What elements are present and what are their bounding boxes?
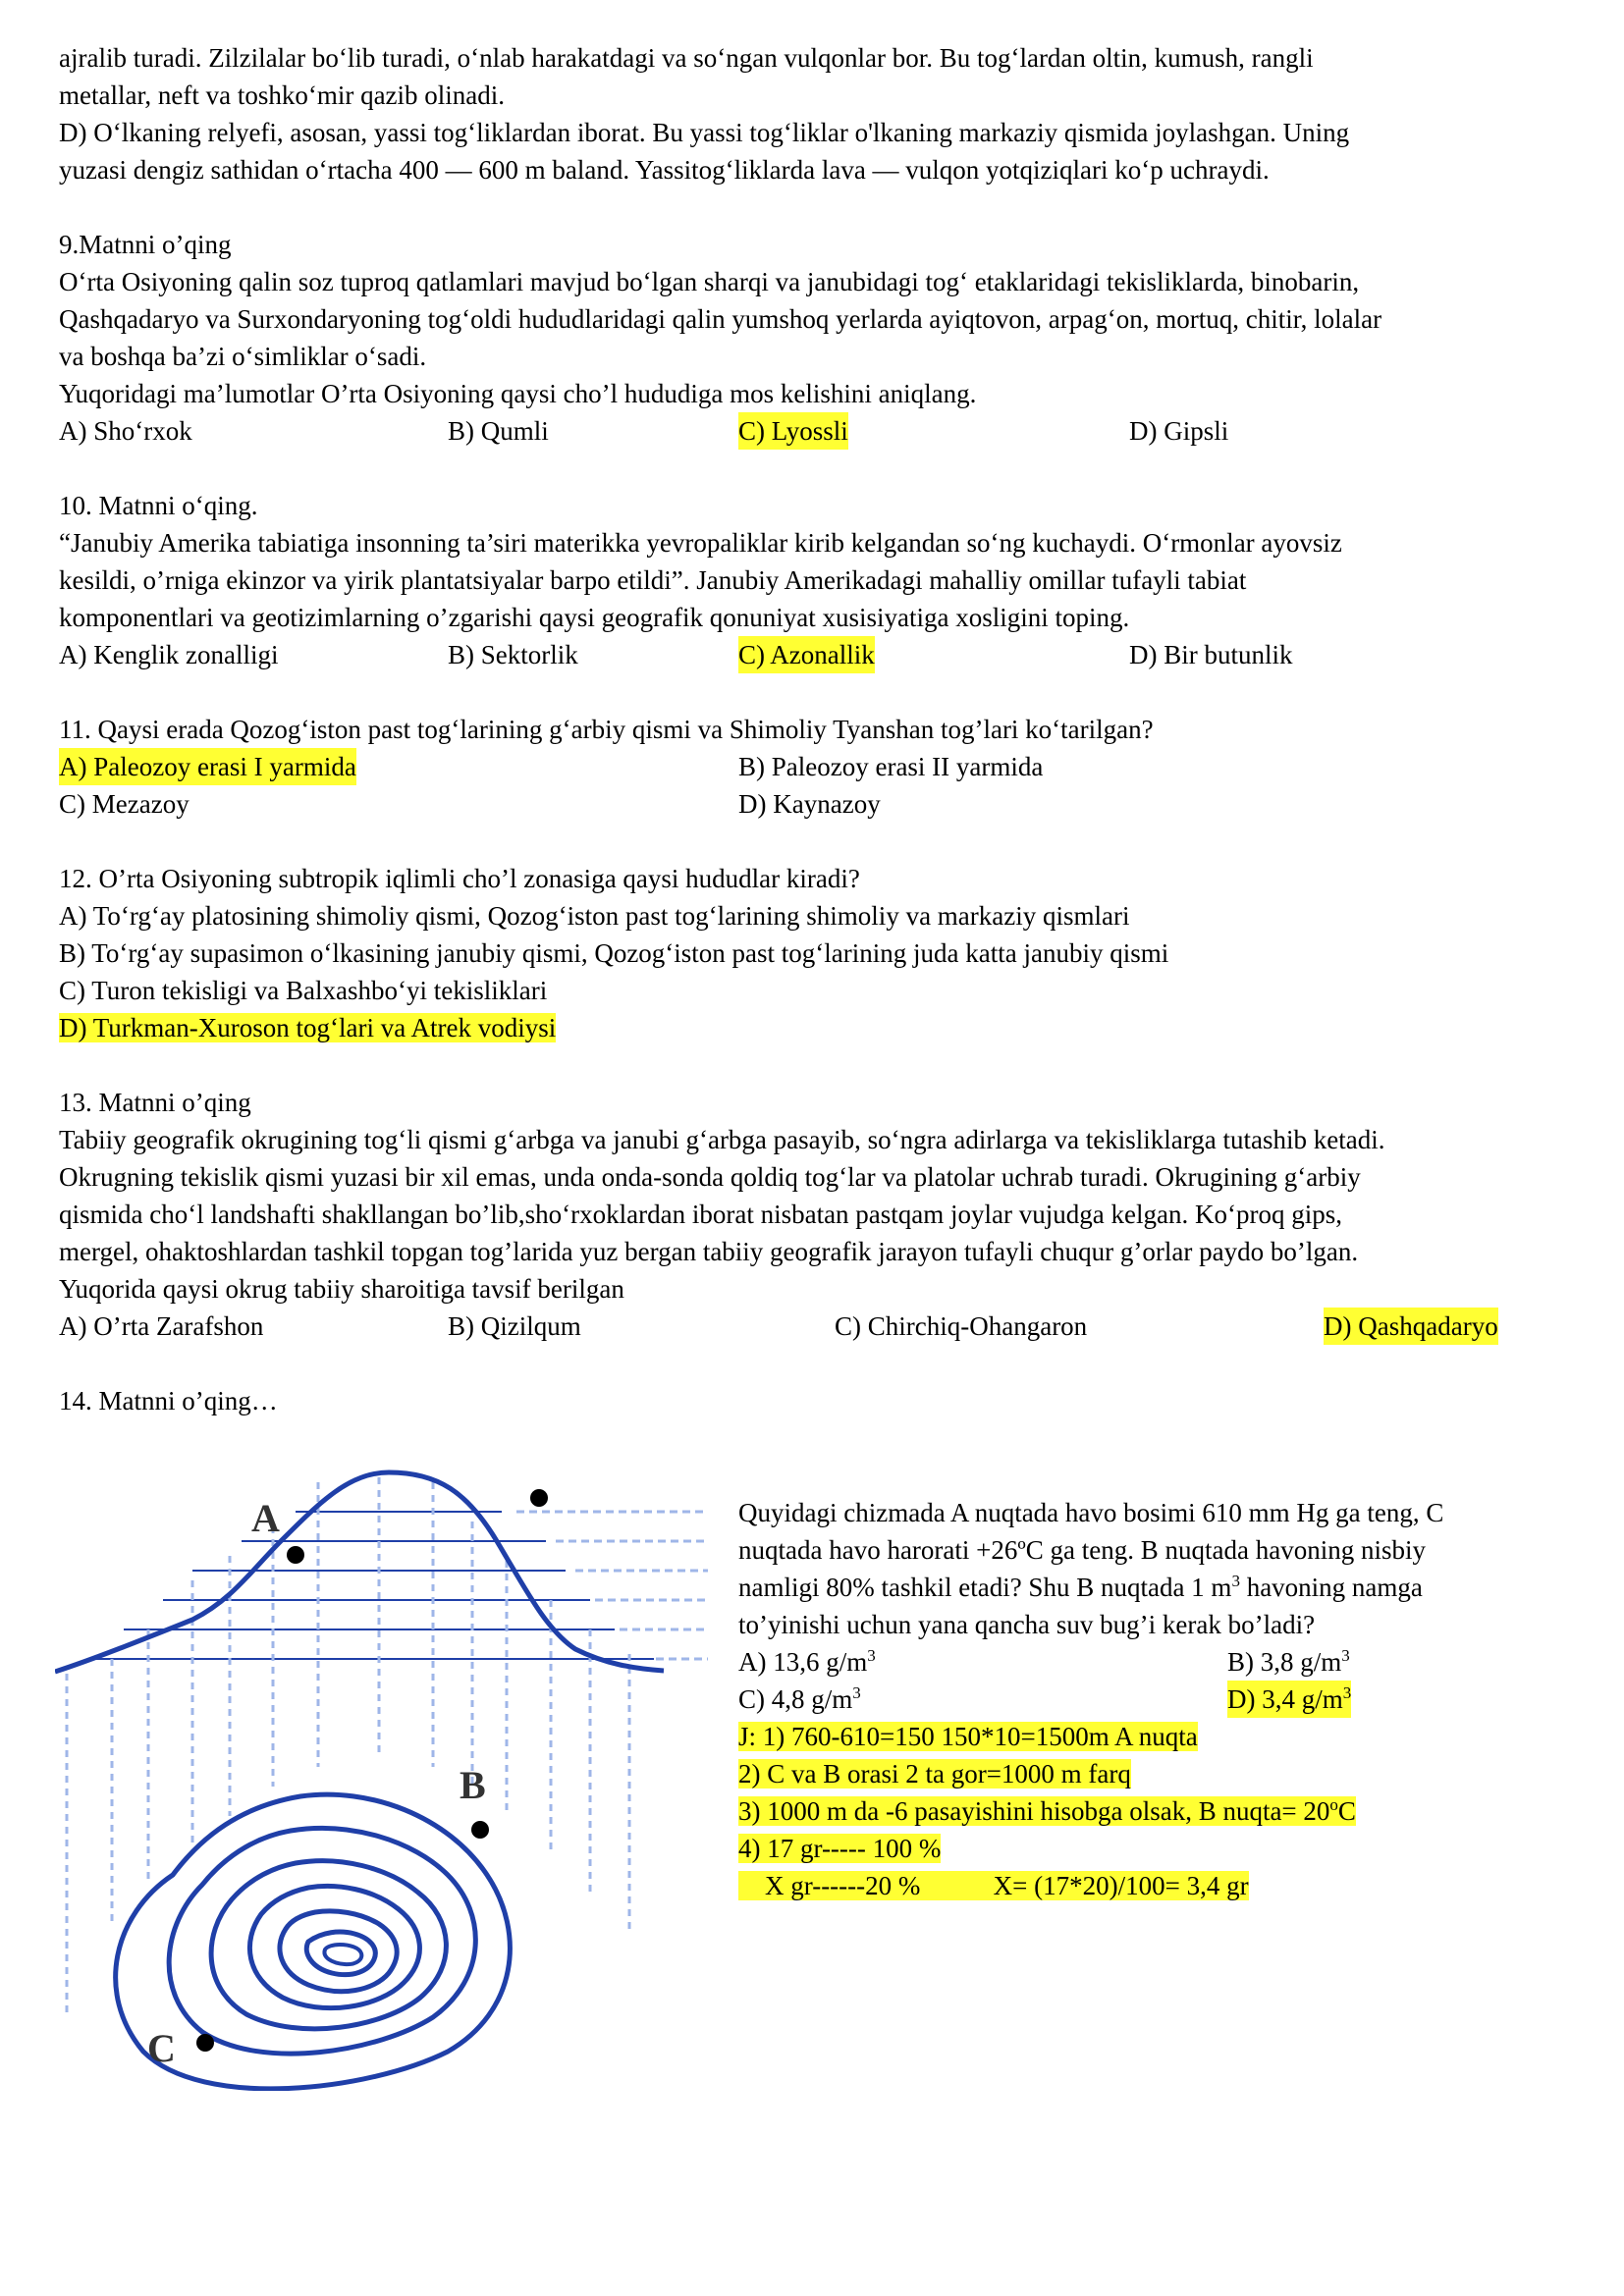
- question-text-line: Quyidagi chizmada A nuqtada havo bosimi 610 mm Hg ga teng, C: [738, 1498, 1444, 1527]
- question-9: [59, 226, 1591, 450]
- point-a-label: A: [251, 1496, 280, 1540]
- question-12: [59, 860, 1591, 1046]
- intro-line: ajralib turadi. Zilzilalar bo‘lib turadi, o‘nlab harakatdagi va so‘ngan vulqonlar bor. Bu tog‘lardan oltin, kumush, rangli: [59, 43, 1314, 73]
- question-text-line: Tabiiy geografik okrugining tog‘li qismi g‘arbga va janubi g‘arbga pasayib, so‘ngra adirlarga va tekisliklarga tutashib ketadi.: [59, 1125, 1385, 1154]
- solution-line: 3) 1000 m da -6 pasayishini hisobga olsak, B nuqta= $20^oC$: [738, 1795, 1356, 1826]
- answer-options: [59, 412, 1591, 450]
- peak-dot: [530, 1489, 548, 1507]
- question-title: 14. Matnni o’qing…: [59, 1386, 278, 1415]
- option-b: B) 3,8 $g/m^3$: [1227, 1646, 1350, 1677]
- intro-line: D) O‘lkaning relyefi, asosan, yassi tog‘liklardan iborat. Bu yassi tog‘liklar o'lkaning markaziy qismida joylashgan. Uning: [59, 118, 1350, 147]
- point-c-dot: [196, 2034, 214, 2052]
- question-text-line: Yuqoridagi ma’lumotlar O’rta Osiyoning qaysi cho’l hududiga mos kelishini aniqlang.: [59, 379, 977, 408]
- option-c: C) Mezazoy: [59, 789, 189, 819]
- mountain-isoline-diagram: [55, 1463, 708, 2091]
- question-text-line: mergel, ohaktoshlardan tashkil topgan tog’larida yuz bergan tabiiy geografik jarayon tufayli chuqur g’orlar paydo bo’lgan.: [59, 1237, 1359, 1266]
- question-title: 13. Matnni o’qing: [59, 1088, 251, 1117]
- option-d-correct: D) Qashqadaryo: [1324, 1308, 1498, 1345]
- option-c: C) Chirchiq-Ohangaron: [835, 1311, 1088, 1341]
- question-14-body: [738, 1494, 1583, 1904]
- question-text-line: 12. O’rta Osiyoning subtropik iqlimli cho’l zonasiga qaysi hududlar kiradi?: [59, 864, 860, 893]
- option-d-correct: D) Turkman-Xuroson tog‘lari va Atrek vodiysi: [59, 1013, 557, 1042]
- option-a: A) O’rta Zarafshon: [59, 1311, 264, 1341]
- option-d-correct: D) 3,4 $g/m^3$: [1227, 1681, 1351, 1718]
- option-d: D) Gipsli: [1129, 416, 1229, 446]
- option-a: A) 13,6 $g/m^3$: [738, 1646, 876, 1677]
- option-d: D) Bir butunlik: [1129, 640, 1293, 669]
- answer-options: [59, 785, 1591, 823]
- question-text-line: “Janubiy Amerika tabiatiga insonning ta’siri materikka yevropaliklar kirib kelgandan so‘ng kuchaydi. O‘rmonlar ayovsiz: [59, 528, 1342, 558]
- question-text-line: to’yinishi uchun yana qancha suv bug’i kerak bo’ladi?: [738, 1610, 1316, 1639]
- question-text-line: 11. Qaysi erada Qozog‘iston past tog‘larining g‘arbiy qismi va Shimoliy Tyanshan tog’lari ko‘tarilgan?: [59, 715, 1154, 744]
- question-text-line: O‘rta Osiyoning qalin soz tuproq qatlamlari mavjud bo‘lgan sharqi va janubidagi tog‘ etaklaridagi tekisliklarda, binobarin,: [59, 267, 1360, 296]
- points: [147, 1489, 548, 2070]
- option-c: C) Turon tekisligi va Balxashbo‘yi tekisliklari: [59, 976, 548, 1005]
- intro-paragraph: [59, 39, 1591, 188]
- question-text-line: Okrugning tekislik qismi yuzasi bir xil emas, unda onda-sonda qoldiq tog‘lar va platolar uchrab turadi. Okrugining g‘arbiy: [59, 1162, 1361, 1192]
- option-a: A) Sho‘rxok: [59, 416, 192, 446]
- question-text-line: kesildi, o’rniga ekinzor va yirik plantatsiyalar barpo etildi”. Janubiy Amerikadagi mahalliy omillar tufayli tabiat: [59, 565, 1247, 595]
- option-b: B) To‘rg‘ay supasimon o‘lkasining janubiy qismi, Qozog‘iston past tog‘larining juda katta janubiy qismi: [59, 938, 1169, 968]
- option-d: D) Kaynazoy: [738, 789, 881, 819]
- point-b-dot: [471, 1821, 489, 1839]
- option-c: C) 4,8 $g/m^3$: [738, 1683, 861, 1714]
- question-text-line: Qashqadaryo va Surxondaryoning tog‘oldi hududlaridagi qalin yumshoq yerlarda ayiqtovon, arpag‘on, mortuq, chitir, lolalar: [59, 304, 1382, 334]
- option-c-correct: C) Azonallik: [738, 636, 875, 673]
- question-13: [59, 1084, 1591, 1345]
- option-a: A) To‘rg‘ay platosining shimoliy qismi, Qozog‘iston past tog‘larining shimoliy va markaziy qismlari: [59, 901, 1130, 931]
- option-b: B) Sektorlik: [448, 640, 578, 669]
- question-10: [59, 487, 1591, 673]
- answer-options: [738, 1681, 1583, 1718]
- point-c-label: C: [147, 2026, 176, 2070]
- option-a-correct: A) Paleozoy erasi I yarmida: [59, 748, 356, 785]
- question-11: [59, 711, 1591, 823]
- intro-line: metallar, neft va toshko‘mir qazib olinadi.: [59, 80, 506, 110]
- point-a-dot: [287, 1546, 304, 1564]
- question-text-line: komponentlari va geotizimlarning o’zgarishi qaysi geografik qonuniyat xusisiyatiga xosligini toping.: [59, 603, 1130, 632]
- option-a: A) Kenglik zonalligi: [59, 640, 279, 669]
- question-text-line: Yuqorida qaysi okrug tabiiy sharoitiga tavsif berilgan: [59, 1274, 624, 1304]
- answer-options: [738, 1643, 1583, 1681]
- solution-line: 4) 17 gr----- 100 %: [738, 1834, 942, 1863]
- profile-section: [55, 1472, 708, 2012]
- solution-line: 2) C va B orasi 2 ta gor=1000 m farq: [738, 1759, 1131, 1789]
- option-b: B) Qumli: [448, 416, 549, 446]
- question-title: 9.Matnni o’qing: [59, 230, 232, 259]
- question-14-title-block: [59, 1382, 1591, 1419]
- solution-line: J: 1) 760-610=150 150*10=1500m A nuqta: [738, 1722, 1198, 1751]
- answer-options: [59, 748, 1591, 785]
- solution-line: X gr------20 % X= (17*20)/100= 3,4 gr: [738, 1871, 1249, 1900]
- question-text-line: nuqtada havo harorati +26ºC ga teng. B nuqtada havoning nisbiy: [738, 1535, 1426, 1565]
- point-b-label: B: [460, 1763, 486, 1807]
- option-b: B) Qizilqum: [448, 1311, 581, 1341]
- question-text-line: namligi 80% tashkil etadi? Shu B nuqtada 1 $m^3$ havoning namga: [738, 1572, 1423, 1602]
- option-c-correct: C) Lyossli: [738, 412, 848, 450]
- option-b: B) Paleozoy erasi II yarmida: [738, 752, 1044, 781]
- answer-options: [59, 636, 1591, 673]
- question-text-line: qismida cho‘l landshafti shakllangan bo’lib,sho‘rxoklardan iborat nisbatan pastqam joylar vujudga kelgan. Ko‘proq gips,: [59, 1200, 1342, 1229]
- question-text-line: va boshqa ba’zi o‘simliklar o‘sadi.: [59, 342, 427, 371]
- intro-line: yuzasi dengiz sathidan o‘rtacha 400 — 600 m baland. Yassitog‘liklarda lava — vulqon yotqiziqlari ko‘p uchraydi.: [59, 155, 1270, 185]
- answer-options: [59, 1308, 1591, 1345]
- question-title: 10. Matnni o‘qing.: [59, 491, 258, 520]
